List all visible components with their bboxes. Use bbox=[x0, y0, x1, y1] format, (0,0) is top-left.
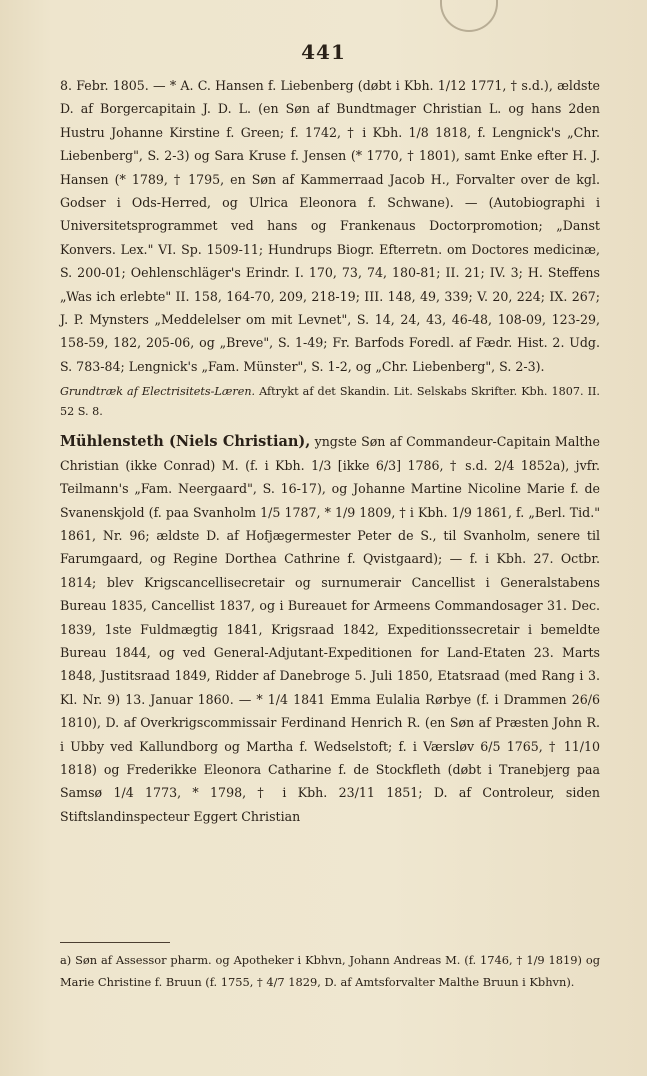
footnote-rule bbox=[60, 942, 170, 943]
entry-muhlensteth bbox=[60, 430, 600, 828]
page-number: 441 bbox=[301, 40, 346, 64]
work-details: Aftrykt af det Skandin. Lit. Selskabs Skrifter. Kbh. 1807. II. 52 S. 8. bbox=[60, 385, 600, 419]
footnote: a) Søn af Assessor pharm. og Apotheker i Kbhvn, Johann Andreas M. (f. 1746, † 1/9 1819) og Marie Christine f. Bruun (f. 1755, † 4/7 1829, D. af Amtsforvalter Malthe Bruun i Kbhvn). bbox=[60, 953, 600, 989]
bibliography-entry bbox=[60, 382, 600, 422]
entry-body: yngste Søn af Commandeur-Capitain Malthe Christian (ikke Conrad) M. (f. i Kbh. 1/3 [ikke 6/3] 1786, † s.d. 2/4 1852a), jvfr. Teilmann's „Fam. Neergaard", S. 16-17), og Johanne Martine Nicoline Marie f. de Svanenskjold (f. paa Svanholm 1/5 1787, * 1/9 1809, † i Kbh. 1/9 1861, f. „Berl. Tid." 1861, Nr. 96; ældste D. af Hofjægermester Peter de S., til Svanholm, senere til Farumgaard, og Regine Dorthea Cathrine f. Qvistgaard); — f. i Kbh. 27. Octbr. 1814; blev Krigscancellisecretair og surnumerair Cancellist i Generalstabens Bureau 1835, Cancellist 1837, og i Bureauet for Armeens Commandosager 31. Dec. 1839, 1ste Fuldmægtig 1841, Krigsraad 1842, Expeditionssecretair i bemeldte Bureau 1844, og ved General-Adjutant-Expeditionen for Land-Etaten 23. Marts 1848, Justitsraad 1849, Ridder af Danebroge 5. Juli 1850, Etatsraad (med Rang i 3. Kl. Nr. 9) 13. Januar 1860. — * 1/4 1841 Emma Eulalia Rørbye (f. i Drammen 26/6 1810), D. af Overkrigscommissair Ferdinand Henrich R. (en Søn af Præsten John R. i Ubby ved Kallundborg og Martha f. Wedselstoft; f. i Værsløv 6/5 1765, † 11/10 1818) og Frederikke Eleonora Catharine f. de Stockfleth (døbt i Tranebjerg paa Samsø 1/4 1773, * 1798, † i Kbh. 23/11 1851; D. af Controleur, siden Stiftslandinspecteur Eggert Christian bbox=[60, 434, 600, 824]
entry-headword: Mühlensteth (Niels Christian), bbox=[60, 433, 311, 451]
page-edge-mark bbox=[440, 0, 498, 32]
page-body bbox=[60, 74, 600, 828]
entry-liebenberg-continuation: 8. Febr. 1805. — * A. C. Hansen f. Liebenberg (døbt i Kbh. 1/12 1771, † s.d.), ældste D. af Borgercapitain J. D. L. (en Søn af Bundtmager Christian L. og hans 2den Hustru Johanne Kirstine f. Green; f. 1742, † i Kbh. 1/8 1818, f. Lengnick's „Chr. Liebenberg", S. 2-3) og Sara Kruse f. Jensen (* 1770, † 1801), samt Enke efter H. J. Hansen (* 1789, † 1795, en Søn af Kammerraad Jacob H., Forvalter over de kgl. Godser i Ods-Herred, og Ulrica Eleonora f. Schwane). — (Autobiographi i Universitetsprogrammet ved hans og Frankenaus Doctorpromotion; „Danst Konvers. Lex." VI. Sp. 1509-11; Hundrups Biogr. Efterretn. om Doctores medicinæ, S. 200-01; Oehlenschläger's Erindr. I. 170, 73, 74, 180-81; II. 21; IV. 3; H. Steffens „Was ich erlebte" II. 158, 164-70, 209, 218-19; III. 148, 49, 339; V. 20, 224; IX. 267; J. P. Mynsters „Meddelelser om mit Levnet", S. 14, 24, 43, 46-48, 108-09, 123-29, 158-59, 182, 205-06, og „Breve", S. 1-49; Fr. Barfods Foredl. af Fædr. Hist. 2. Udg. S. 783-84; Lengnick's „Fam. Münster", S. 1-2, og „Chr. Liebenberg", S. 2-3). bbox=[60, 78, 600, 374]
work-title: Grundtræk af Electrisitets-Læren. bbox=[60, 385, 256, 399]
